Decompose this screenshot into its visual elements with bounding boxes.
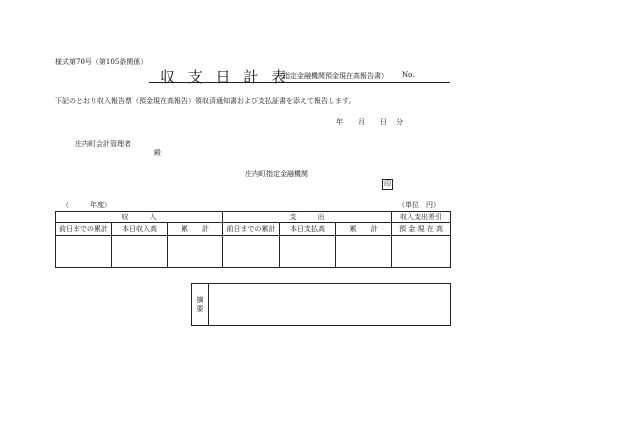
- document-subtitle: （指定金融機関預金現在高報告書）: [276, 72, 388, 80]
- expense-prev-header: 前日までの累計: [223, 223, 280, 236]
- balance-subheader: 預 金 現 在 高: [392, 223, 451, 236]
- expense-today-header: 本日支払高: [280, 223, 336, 236]
- ledger-table: [55, 211, 451, 268]
- honorific: 殿: [154, 149, 161, 157]
- date-year-label: 年: [336, 118, 343, 126]
- expense-cumulative-cell[interactable]: [336, 236, 392, 268]
- date-minute-label: 分: [396, 118, 403, 126]
- income-prev-header: 前日までの累計: [56, 223, 112, 236]
- number-label: No.: [402, 71, 415, 79]
- income-today-header: 本日収入高: [112, 223, 168, 236]
- expense-today-cell[interactable]: [280, 236, 336, 268]
- date-day-label: 日: [380, 118, 387, 126]
- fiscal-year-label: （ 年度）: [62, 201, 111, 209]
- reporter-name: 庄内町指定金融機関: [245, 170, 308, 178]
- income-cumulative-header: 累 計: [168, 223, 223, 236]
- balance-header: 収入支出差引: [392, 212, 451, 223]
- document-title: 収 支 日 計 表: [160, 68, 291, 86]
- income-cumulative-cell[interactable]: [168, 236, 223, 268]
- memo-label-char-2: 要: [196, 304, 204, 313]
- expense-prev-cell[interactable]: [223, 236, 280, 268]
- seal-mark: 印: [384, 180, 391, 188]
- memo-box: [191, 283, 451, 326]
- title-underline: [149, 82, 450, 83]
- expense-header: 支 出: [223, 212, 392, 223]
- income-header: 収 入: [56, 212, 223, 223]
- income-today-cell[interactable]: [112, 236, 168, 268]
- expense-cumulative-header: 累 計: [336, 223, 392, 236]
- memo-label: [192, 284, 209, 325]
- report-statement: 下記のとおり収入報告票（預金現在高報告）領収済通知書および支払証書を添えて報告します。: [55, 97, 356, 105]
- income-prev-cell[interactable]: [56, 236, 112, 268]
- memo-field[interactable]: [209, 284, 450, 325]
- addressee: 庄内町会計管理者: [75, 140, 131, 148]
- balance-cell[interactable]: [392, 236, 451, 268]
- form-number: 様式第70号（第105条関係）: [55, 58, 148, 66]
- date-month-label: 月: [358, 118, 365, 126]
- memo-label-char-1: 摘: [196, 295, 204, 304]
- unit-label: （単位 円）: [398, 201, 440, 209]
